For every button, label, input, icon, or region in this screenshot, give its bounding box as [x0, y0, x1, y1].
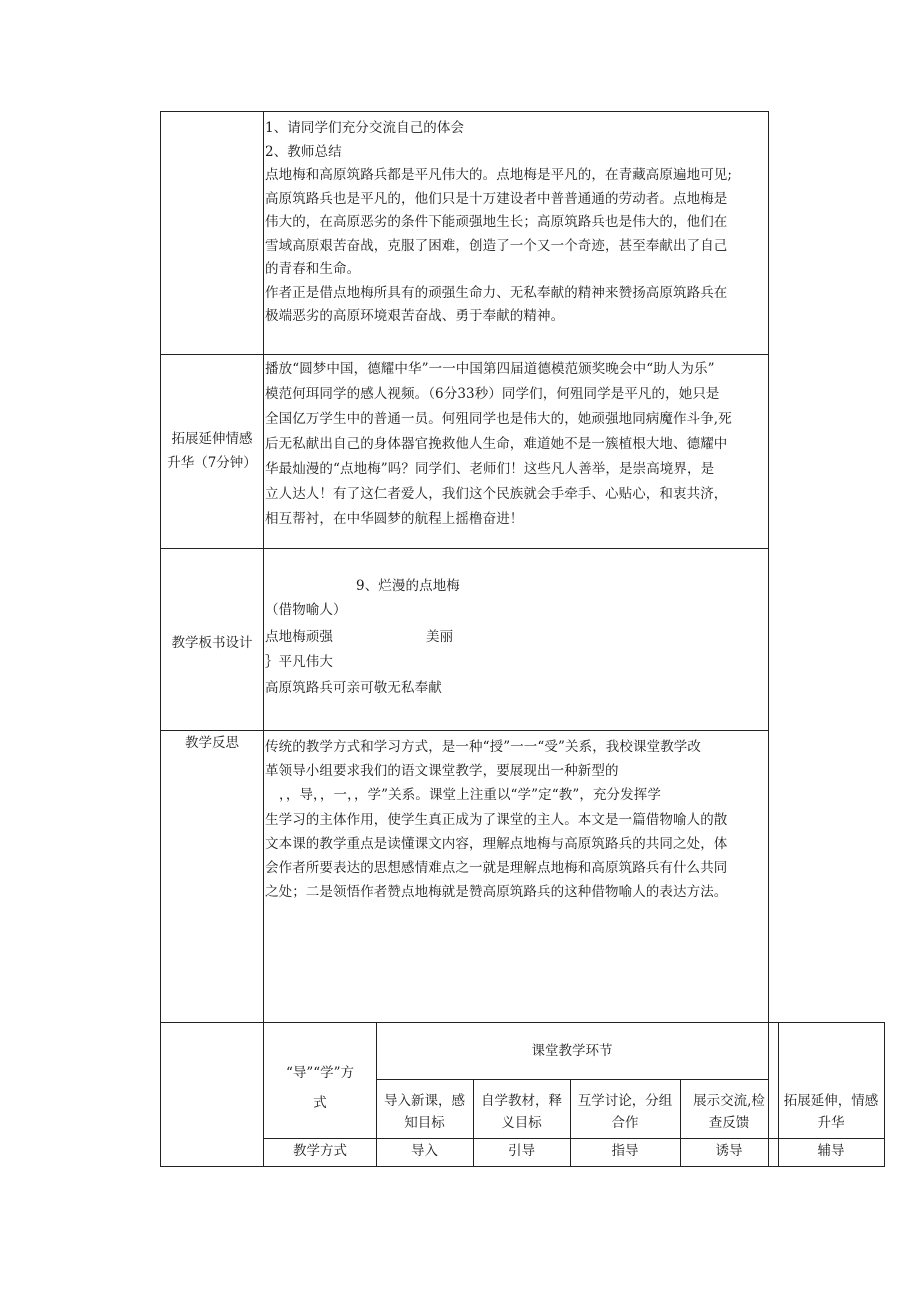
stage-line: 义目标 — [501, 1115, 542, 1131]
method-cell: 指导 — [611, 1143, 639, 1159]
board-title: 9、烂漫的点地梅 — [356, 578, 460, 594]
method-cell: 引导 — [508, 1143, 535, 1159]
corner-line: 式 — [313, 1095, 327, 1111]
stage-line: 升华 — [817, 1115, 845, 1131]
summary-line: 伟大的，在高原恶劣的条件下能顽强地生长；高原筑路兵也是伟大的，他们在 — [265, 214, 728, 230]
stage-line: 合作 — [611, 1115, 639, 1131]
stage-line: 自学教材，释 — [481, 1093, 562, 1109]
subtable-header-divider — [376, 1079, 768, 1080]
stage-cell — [473, 1090, 570, 1134]
table-bottom-border — [160, 1166, 884, 1167]
extension-label-line: 拓展延伸情感 — [171, 431, 253, 447]
summary-line: 雪域高原艰苦奋战，克服了困难，创造了一个又一个奇迹，甚至奉献出了自己 — [265, 237, 728, 254]
board-design-label: 教学板书设计 — [171, 635, 253, 651]
reflection-line: ，，导，，一，，学”关系。课堂上注重以“学”定“教”，充分发挥学 — [279, 787, 661, 804]
stages-header: 课堂教学环节 — [531, 1043, 613, 1059]
reflection-line: 之处；二是领悟作者赞点地梅就是赞高原筑路兵的这种借物喻人的表达方法。 — [265, 884, 728, 901]
stage-line: 导入新课，感 — [384, 1093, 465, 1109]
summary-line: 作者正是借点地梅所具有的顽强生命力、无私奉献的精神来赞扬高原筑路兵在 — [265, 284, 728, 301]
board-line: 高原筑路兵可亲可敬无私奉献 — [265, 680, 442, 696]
method-cell: 辅导 — [817, 1143, 845, 1159]
summary-line: 1、请同学们充分交流自己的体会 — [265, 120, 465, 136]
reflection-line: 文本课的教学重点是读懂课文内容，理解点地梅与高原筑路兵的共同之处，体 — [265, 835, 728, 852]
extension-line: 后无私献出自己的身体器官挽救他人生命，难道她不是一簇植根大地、德耀中 — [265, 436, 728, 452]
method-cell: 导入 — [411, 1143, 438, 1159]
summary-line: 高原筑路兵也是平凡的，他们只是十万建设者中普普通通的劳动者。点地梅是 — [265, 190, 728, 207]
board-line: 美丽 — [426, 629, 454, 645]
stage-cell — [570, 1090, 680, 1134]
stage-line: 查反馈 — [708, 1115, 750, 1131]
summary-line: 的青春和生命。 — [265, 261, 361, 277]
method-corner-header — [264, 1058, 376, 1118]
extension-line: 播放“圆梦中国，德耀中华”一一中国第四届道德模范颁奖晚会中“助人为乐” — [265, 361, 715, 377]
stage-line: 互学讨论，分组 — [577, 1093, 673, 1109]
stage-line: 拓展延伸，情感 — [783, 1093, 879, 1109]
summary-line: 2、教师总结 — [265, 143, 342, 160]
row-divider-2 — [160, 548, 768, 549]
subtable-right-border — [884, 1022, 885, 1167]
summary-line: 极端恶劣的高原环境艰苦奋战、勇于奉献的精神。 — [265, 308, 565, 324]
stage-cell — [376, 1090, 473, 1134]
method-cell: 诱导 — [715, 1143, 743, 1159]
table-top-border — [160, 111, 768, 112]
reflection-line: 革领导小组要求我们的语文课堂教学，要展现出一种新型的 — [265, 763, 619, 780]
extension-line: 模范何珥同学的感人视频。（6分33秒）同学们，何殂同学是平凡的，她只是 — [265, 386, 720, 402]
board-line: 点地梅顽强 — [265, 629, 333, 645]
corner-line: “导”“学”方 — [285, 1065, 355, 1081]
extension-label-line: 升华（7分钟） — [167, 455, 257, 471]
board-line: （借物喻人） — [265, 602, 347, 618]
extension-label — [160, 427, 264, 475]
summary-section — [265, 117, 769, 329]
reflection-line: 会作者所要表达的思想感情难点之一就是理解点地梅和高原筑路兵有什么共同 — [265, 860, 728, 877]
board-line: ｝平凡伟大 — [265, 654, 333, 670]
summary-line: 点地梅和高原筑路兵都是平凡伟大的。点地梅是平凡的，在青藏高原遍地可见; — [265, 167, 733, 183]
reflection-label: 教学反思 — [185, 735, 239, 751]
reflection-line: 生学习的主体作用，使学生真正成为了课堂的主人。本文是一篇借物喻人的散 — [265, 811, 728, 828]
reflection-section — [265, 735, 769, 904]
method-row-label: 教学方式 — [293, 1143, 347, 1159]
bottom-table-divider — [263, 1138, 884, 1139]
extension-line: 全国亿万学生中的普通一员。何殂同学也是伟大的，她顽强地同病魔作斗争,死 — [265, 411, 732, 427]
row-divider-4 — [160, 1022, 884, 1023]
reflection-line: 传统的教学方式和学习方式，是一种“授”一一“受”关系，我校课堂教学改 — [265, 739, 702, 755]
stage-line: 知目标 — [404, 1115, 445, 1131]
extension-section — [265, 357, 769, 532]
extension-line: 华最灿漫的“点地梅”吗？同学们、老师们！这些凡人善举，是崇高境界，是 — [265, 461, 715, 477]
extension-line: 立人达人！有了这仁者爱人，我们这个民族就会手牵手、心贴心，和衷共济， — [265, 486, 728, 502]
stage-line: 展示交流,检 — [693, 1093, 765, 1109]
extension-line: 相互帮衬，在中华圆梦的航程上摇橹奋进！ — [265, 511, 524, 527]
row-divider-1 — [160, 354, 768, 355]
stage-cell — [778, 1090, 884, 1134]
stage-cell — [680, 1090, 778, 1134]
